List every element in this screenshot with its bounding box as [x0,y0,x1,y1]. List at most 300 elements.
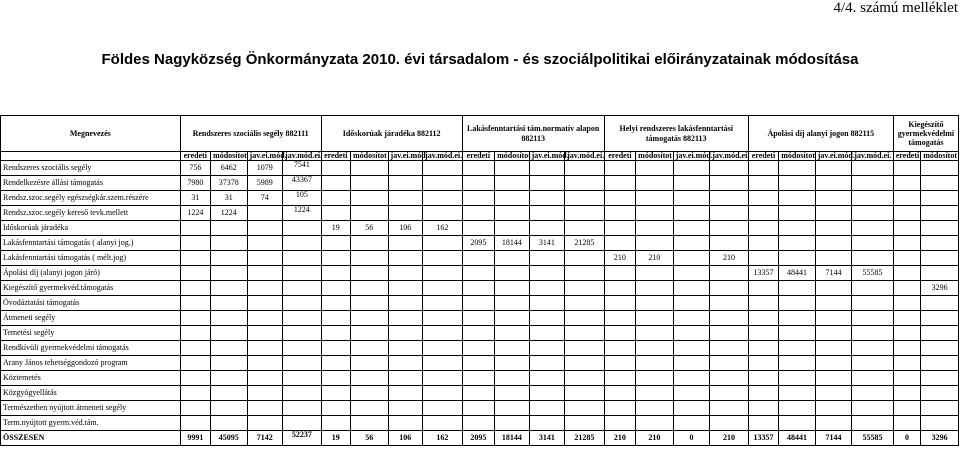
value-cell [180,296,210,311]
sub-header-cell: módosítot [779,152,816,161]
value-cell [529,401,565,416]
value-cell [495,296,529,311]
value-cell: 210 [710,251,749,266]
value-cell [604,236,635,251]
value-cell [388,401,422,416]
value-cell [748,296,778,311]
value-cell [815,371,852,386]
total-cell: 0 [673,431,710,446]
value-cell [921,416,959,431]
value-cell [710,326,749,341]
table-row [1,161,959,176]
value-cell [462,206,494,221]
table-row [1,176,959,191]
value-cell [710,416,749,431]
value-cell [673,251,710,266]
row-label: Rendkívüli gyermekvédelmi támogatás [1,341,181,356]
value-cell [921,326,959,341]
value-cell [321,176,350,191]
value-cell [565,386,605,401]
row-label: Óvodáztatási támogatás [1,296,181,311]
value-cell [604,401,635,416]
value-cell [529,296,565,311]
value-cell [180,356,210,371]
value-cell [815,176,852,191]
value-cell [852,281,894,296]
value-cell [529,341,565,356]
value-cell: 756 [180,161,210,176]
table-row [1,326,959,341]
sub-header-cell: eredeti [604,152,635,161]
value-cell [247,371,283,386]
total-cell: 162 [423,431,463,446]
value-cell [710,191,749,206]
value-cell [247,386,283,401]
value-cell: 1079 [247,161,283,176]
value-cell [565,326,605,341]
value-cell [321,296,350,311]
value-cell [921,176,959,191]
value-cell [893,371,920,386]
total-cell: 48441 [779,431,816,446]
col-group-header: Ápolási díj alanyi jogon 882115 [748,116,893,152]
value-cell [604,281,635,296]
value-cell [673,266,710,281]
row-label: Kiegészítő gyermekvéd.támogatás [1,281,181,296]
table-row [1,236,959,251]
value-cell [388,251,422,266]
value-cell [495,161,529,176]
value-cell [423,236,463,251]
value-cell [565,371,605,386]
row-label: Átmeneti segély [1,311,181,326]
value-cell [351,356,389,371]
value-cell [211,251,248,266]
value-cell [852,401,894,416]
value-cell [604,176,635,191]
value-cell [852,416,894,431]
value-cell [351,191,389,206]
value-cell [247,236,283,251]
value-cell [710,221,749,236]
total-cell: 19 [321,431,350,446]
value-cell [779,281,816,296]
value-cell [283,326,322,341]
value-cell [852,251,894,266]
value-cell [462,281,494,296]
value-cell [388,356,422,371]
value-cell [852,371,894,386]
value-cell: 6462 [211,161,248,176]
value-cell [779,206,816,221]
value-cell [779,386,816,401]
value-cell: 1224 [180,206,210,221]
value-cell [565,401,605,416]
value-cell [565,191,605,206]
value-cell [462,161,494,176]
value-cell [921,386,959,401]
row-label: Term.nyújtott gyerm.véd.tám. [1,416,181,431]
total-cell: 52237 [283,431,322,446]
total-cell: 45095 [211,431,248,446]
value-cell [180,401,210,416]
sub-header-cell: eredeti [748,152,778,161]
total-cell: 13357 [748,431,778,446]
value-cell [495,401,529,416]
value-cell: 31 [211,191,248,206]
value-cell [815,401,852,416]
row-label: Természetben nyújtott átmeneti segély [1,401,181,416]
value-cell [893,401,920,416]
value-cell [815,296,852,311]
value-cell [423,416,463,431]
value-cell [423,176,463,191]
row-label: Közgyógyellátás [1,386,181,401]
value-cell [321,281,350,296]
value-cell [321,251,350,266]
table-row [1,311,959,326]
value-cell [815,251,852,266]
value-cell [893,206,920,221]
value-cell [211,416,248,431]
value-cell [529,221,565,236]
value-cell [388,341,422,356]
value-cell [921,341,959,356]
value-cell: 43367 [283,176,322,191]
value-cell [779,251,816,266]
value-cell [423,326,463,341]
value-cell [462,191,494,206]
value-cell [852,341,894,356]
value-cell [495,416,529,431]
value-cell [636,326,674,341]
table-row [1,191,959,206]
value-cell [247,326,283,341]
value-cell [351,266,389,281]
value-cell [893,341,920,356]
value-cell [388,416,422,431]
total-cell: 0 [893,431,920,446]
value-cell [462,371,494,386]
total-cell: 106 [388,431,422,446]
table-row [1,386,959,401]
value-cell [180,371,210,386]
value-cell [779,191,816,206]
value-cell [462,221,494,236]
total-cell: 2095 [462,431,494,446]
value-cell [565,206,605,221]
value-cell [565,356,605,371]
value-cell [388,266,422,281]
value-cell [495,281,529,296]
value-cell [636,371,674,386]
value-cell [211,401,248,416]
value-cell [351,281,389,296]
sub-header-cell: módosítot [495,152,529,161]
table-row [1,206,959,221]
value-cell: 74 [247,191,283,206]
value-cell [351,236,389,251]
value-cell [852,236,894,251]
value-cell [462,416,494,431]
value-cell [529,326,565,341]
value-cell [815,341,852,356]
table-row [1,221,959,236]
value-cell [423,371,463,386]
value-cell [921,251,959,266]
value-cell [321,191,350,206]
value-cell [321,341,350,356]
value-cell [495,371,529,386]
value-cell [779,356,816,371]
value-cell [636,281,674,296]
value-cell [321,356,350,371]
value-cell [779,401,816,416]
value-cell [423,266,463,281]
value-cell [779,326,816,341]
value-cell [565,416,605,431]
value-cell [180,221,210,236]
value-cell [921,266,959,281]
value-cell [423,386,463,401]
value-cell [710,236,749,251]
value-cell [211,341,248,356]
value-cell [247,341,283,356]
value-cell [351,386,389,401]
value-cell [529,311,565,326]
value-cell [247,401,283,416]
value-cell [673,206,710,221]
value-cell [748,206,778,221]
value-cell [423,191,463,206]
value-cell [283,311,322,326]
value-cell [180,416,210,431]
value-cell [321,401,350,416]
value-cell [673,416,710,431]
value-cell [893,326,920,341]
sub-header-cell: jav.mód.ei. [423,152,463,161]
value-cell [779,236,816,251]
value-cell [462,296,494,311]
value-cell [283,401,322,416]
value-cell [779,311,816,326]
sub-header-cell: jav.mód.ei. [565,152,605,161]
value-cell [565,311,605,326]
value-cell [462,266,494,281]
value-cell [673,386,710,401]
table-row [1,341,959,356]
value-cell [852,221,894,236]
value-cell: 1224 [211,206,248,221]
value-cell [636,206,674,221]
value-cell [495,266,529,281]
value-cell [604,341,635,356]
value-cell [673,371,710,386]
value-cell [565,266,605,281]
value-cell [211,296,248,311]
row-label: Rendelkezésre állási támogatás [1,176,181,191]
value-cell [462,311,494,326]
row-label: Temetési segély [1,326,181,341]
value-cell [423,356,463,371]
value-cell [495,386,529,401]
sub-header-cell: jav.mód.ei. [852,152,894,161]
value-cell [636,356,674,371]
total-cell: 55585 [852,431,894,446]
value-cell [423,206,463,221]
value-cell [852,191,894,206]
value-cell [604,221,635,236]
value-cell [604,386,635,401]
value-cell [495,251,529,266]
value-cell [423,341,463,356]
total-cell: 7144 [815,431,852,446]
value-cell: 21285 [565,236,605,251]
value-cell [388,386,422,401]
value-cell [604,266,635,281]
value-cell [779,176,816,191]
value-cell [388,191,422,206]
value-cell [321,311,350,326]
value-cell [180,266,210,281]
row-label: Arany János tehetséggondozó program [1,356,181,371]
value-cell [636,266,674,281]
value-cell: 31 [180,191,210,206]
sub-header-cell: módosítot [211,152,248,161]
value-cell [673,296,710,311]
value-cell: 105 [283,191,322,206]
value-cell [710,341,749,356]
value-cell: 1224 [283,206,322,221]
value-cell [529,251,565,266]
value-cell [529,416,565,431]
value-cell: 106 [388,221,422,236]
value-cell [636,191,674,206]
value-cell [247,206,283,221]
value-cell [710,371,749,386]
value-cell [748,161,778,176]
sub-header-cell: módosítot [921,152,959,161]
value-cell [748,236,778,251]
value-cell [529,356,565,371]
value-cell [604,191,635,206]
value-cell [321,371,350,386]
total-cell: 21285 [565,431,605,446]
total-cell: 9991 [180,431,210,446]
value-cell [565,176,605,191]
value-cell [779,341,816,356]
value-cell [636,161,674,176]
value-cell [815,191,852,206]
value-cell [673,311,710,326]
value-cell [636,311,674,326]
value-cell [673,236,710,251]
value-cell [921,236,959,251]
value-cell [495,191,529,206]
value-cell [921,311,959,326]
budget-table [0,115,959,446]
value-cell [351,251,389,266]
value-cell [211,356,248,371]
value-cell [893,221,920,236]
value-cell [779,296,816,311]
value-cell [779,371,816,386]
value-cell [283,341,322,356]
value-cell [351,206,389,221]
value-cell [388,296,422,311]
value-cell [893,356,920,371]
value-cell [388,161,422,176]
total-cell: 7142 [247,431,283,446]
value-cell: 5989 [247,176,283,191]
value-cell [321,236,350,251]
value-cell [351,341,389,356]
value-cell [673,356,710,371]
value-cell [423,281,463,296]
value-cell [321,161,350,176]
sub-header-cell: módosítot [636,152,674,161]
value-cell [462,326,494,341]
col-group-header: Időskorúak járadéka 882112 [321,116,462,152]
value-cell [211,236,248,251]
value-cell [604,416,635,431]
value-cell [815,206,852,221]
value-cell [180,251,210,266]
value-cell [462,251,494,266]
value-cell [921,221,959,236]
value-cell [529,266,565,281]
value-cell [462,341,494,356]
value-cell [893,161,920,176]
value-cell [351,176,389,191]
value-cell [636,221,674,236]
value-cell [321,386,350,401]
value-cell [604,371,635,386]
value-cell [779,161,816,176]
value-cell [852,296,894,311]
value-cell: 7980 [180,176,210,191]
value-cell [495,221,529,236]
value-cell [565,296,605,311]
value-cell [604,326,635,341]
value-cell [180,236,210,251]
value-cell [748,326,778,341]
value-cell [636,236,674,251]
value-cell [495,206,529,221]
value-cell [180,311,210,326]
value-cell [351,416,389,431]
value-cell [673,176,710,191]
value-cell [462,386,494,401]
total-cell: 3296 [921,431,959,446]
value-cell [852,176,894,191]
value-cell [529,161,565,176]
row-label: Lakásfenntartási támogatás ( alanyi jog.) [1,236,181,251]
value-cell [565,161,605,176]
value-cell [636,416,674,431]
value-cell [710,386,749,401]
value-cell [351,161,389,176]
row-label: Rendsz.szoc.segély kereső tevk.mellett [1,206,181,221]
value-cell [462,401,494,416]
sub-header-cell: jav.ei.mód. [529,152,565,161]
value-cell [247,221,283,236]
sub-header-cell: jav.ei.mód. [247,152,283,161]
value-cell [604,161,635,176]
total-cell: 210 [710,431,749,446]
value-cell [211,371,248,386]
table-row [1,251,959,266]
